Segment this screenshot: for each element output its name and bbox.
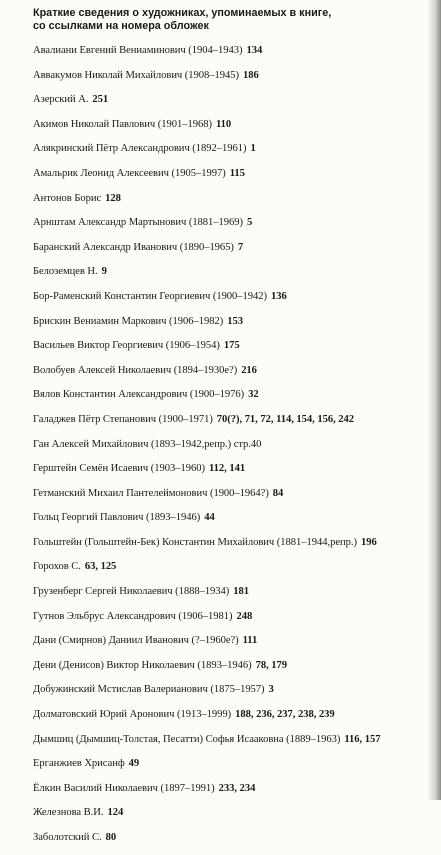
artist-entry	[33, 289, 433, 314]
artist-name: Гутнов Эльбрус Александрович (1906–1981)	[33, 610, 233, 622]
artist-name: Белоземцев Н.	[33, 266, 98, 278]
artist-name: Долматовский Юрий Аронович (1913–1999)	[33, 709, 232, 721]
cover-numbers: 136	[271, 290, 287, 302]
cover-numbers: 216	[241, 364, 257, 376]
cover-numbers: 188, 236, 237, 238, 239	[235, 709, 335, 721]
cover-numbers: 175	[223, 340, 240, 352]
artist-name: Гетманский Михаил Пантелеймонович (1900–1964?)	[33, 487, 269, 499]
artist-entry	[33, 584, 433, 609]
artist-name: Авалиани Евгений Вениаминович (1904–1943)	[33, 45, 243, 56]
artist-entry	[33, 510, 433, 535]
artist-entry	[33, 437, 433, 462]
artist-name: Брискин Вениамин Маркович (1906–1982)	[33, 315, 224, 327]
artist-entry	[33, 805, 433, 830]
artist-entry	[33, 68, 433, 93]
artist-name: Добужинский Мстислав Валерианович (1875–1957)	[33, 684, 265, 696]
cover-numbers: 9	[101, 266, 107, 278]
artist-entry	[33, 387, 433, 412]
artist-name: Васильев Виктор Георгиевич (1906–1954)	[33, 340, 220, 352]
cover-numbers: 153	[227, 315, 243, 327]
artist-name: Акимов Николай Павлович (1901–1968)	[33, 118, 212, 130]
cover-numbers: 116, 157	[344, 733, 381, 745]
cover-numbers: 112, 141	[208, 463, 246, 475]
cover-numbers: 134	[246, 45, 263, 56]
artist-entry	[33, 830, 433, 855]
artist-name: Аввакумов Николай Михайлович (1908–1945)	[33, 69, 239, 81]
artist-name: Дени (Денисов) Виктор Николаевич (1893–1946)	[33, 659, 252, 671]
artist-name: Железнова В.И.	[33, 807, 104, 819]
artist-entry	[33, 535, 433, 560]
artist-entry	[33, 215, 433, 240]
cover-numbers: 32	[248, 389, 259, 401]
artist-name: Заболотский С.	[33, 832, 102, 843]
artist-entry	[33, 756, 433, 781]
artist-name: Гольштейн (Гольштейн-Бек) Константин Михайлович (1881–1944,репр.)	[33, 536, 357, 548]
artist-entry	[33, 166, 433, 191]
cover-numbers: 80	[105, 832, 117, 843]
cover-numbers: 7	[237, 241, 244, 253]
artist-name: Алякринский Пётр Александрович (1892–1961)	[33, 143, 247, 155]
artist-entry	[33, 732, 433, 757]
cover-numbers: 111	[242, 635, 258, 647]
artist-name: Горохов С.	[33, 561, 81, 573]
artist-entry	[33, 781, 433, 806]
artist-entry	[33, 314, 433, 339]
artist-name: Дымшиц (Дымшиц-Толстая, Песатти) Софья Исааковна (1889–1963)	[33, 733, 341, 745]
artist-name: Гольц Георгий Павлович (1893–1946)	[33, 512, 201, 524]
artist-entry	[33, 191, 433, 216]
cover-numbers: 63, 125	[84, 561, 117, 573]
artist-name: Герштейн Семён Исаевич (1903–1960)	[33, 463, 205, 475]
cover-numbers: 196	[360, 536, 377, 548]
cover-numbers: 1	[250, 143, 256, 155]
artist-name: Ерганжиев Хрисанф	[33, 758, 125, 770]
artist-name: Ёлкин Василий Николаевич (1897–1991)	[33, 782, 215, 794]
artist-name: Бор-Раменский Константин Георгиевич (1900–1942)	[33, 290, 268, 302]
artist-entry	[33, 658, 433, 683]
artist-list	[33, 43, 433, 855]
artist-name: Азерский А.	[33, 94, 89, 106]
cover-numbers: 49	[128, 758, 140, 770]
header-line-2: со ссылками на номера обложек	[33, 20, 209, 32]
artist-entry	[33, 486, 433, 511]
artist-entry	[33, 117, 433, 142]
artist-entry	[33, 240, 433, 265]
cover-numbers: 251	[92, 94, 109, 106]
artist-entry	[33, 412, 433, 437]
artist-entry	[33, 363, 433, 388]
artist-name: Ган Алексей Михайлович (1893–1942,репр.) стр.40	[33, 438, 262, 450]
cover-numbers: 3	[268, 684, 274, 696]
page-edge-shadow	[427, 0, 441, 800]
artist-name: Вялов Константин Александрович (1900–1976)	[33, 389, 245, 401]
cover-numbers: 181	[233, 586, 250, 598]
artist-entry	[33, 92, 433, 117]
cover-numbers: 115	[229, 167, 245, 179]
artist-name: Волобуев Алексей Николаевич (1894–1930е?)	[33, 364, 238, 376]
artist-entry	[33, 141, 433, 166]
artist-entry	[33, 609, 433, 634]
section-header	[33, 7, 413, 33]
artist-name: Дани (Смирнов) Даниил Иванович (?–1960е?)	[33, 635, 239, 647]
artist-entry	[33, 43, 433, 68]
cover-numbers: 78, 179	[255, 659, 288, 671]
artist-entry	[33, 682, 433, 707]
artist-name: Баранский Александр Иванович (1890–1965)	[33, 241, 234, 253]
cover-numbers: 84	[272, 487, 284, 499]
artist-entry	[33, 264, 433, 289]
cover-numbers: 186	[243, 69, 259, 81]
cover-numbers: 124	[107, 807, 124, 819]
artist-name: Грузенберг Сергей Николаевич (1888–1934)	[33, 586, 230, 598]
artist-entry	[33, 338, 433, 363]
cover-numbers: 233, 234	[218, 782, 256, 794]
artist-name: Арнштам Александр Мартынович (1881–1969)	[33, 217, 244, 229]
artist-name: Галаджев Пётр Степанович (1900–1971)	[33, 413, 213, 425]
artist-entry	[33, 461, 433, 486]
cover-numbers: 128	[105, 192, 121, 204]
artist-entry	[33, 707, 433, 732]
cover-numbers: 44	[204, 512, 215, 524]
header-line-1: Краткие сведения о художниках, упоминаемых в книге,	[33, 7, 332, 19]
artist-entry	[33, 633, 433, 658]
cover-numbers: 110	[215, 118, 232, 130]
cover-numbers: 248	[236, 610, 253, 622]
cover-numbers: 5	[247, 217, 253, 229]
artist-entry	[33, 559, 433, 584]
artist-name: Амальрик Леонид Алексеевич (1905–1997)	[33, 167, 226, 179]
artist-name: Антонов Борис	[33, 192, 102, 204]
cover-numbers: 70(?), 71, 72, 114, 154, 156, 242	[216, 413, 355, 425]
